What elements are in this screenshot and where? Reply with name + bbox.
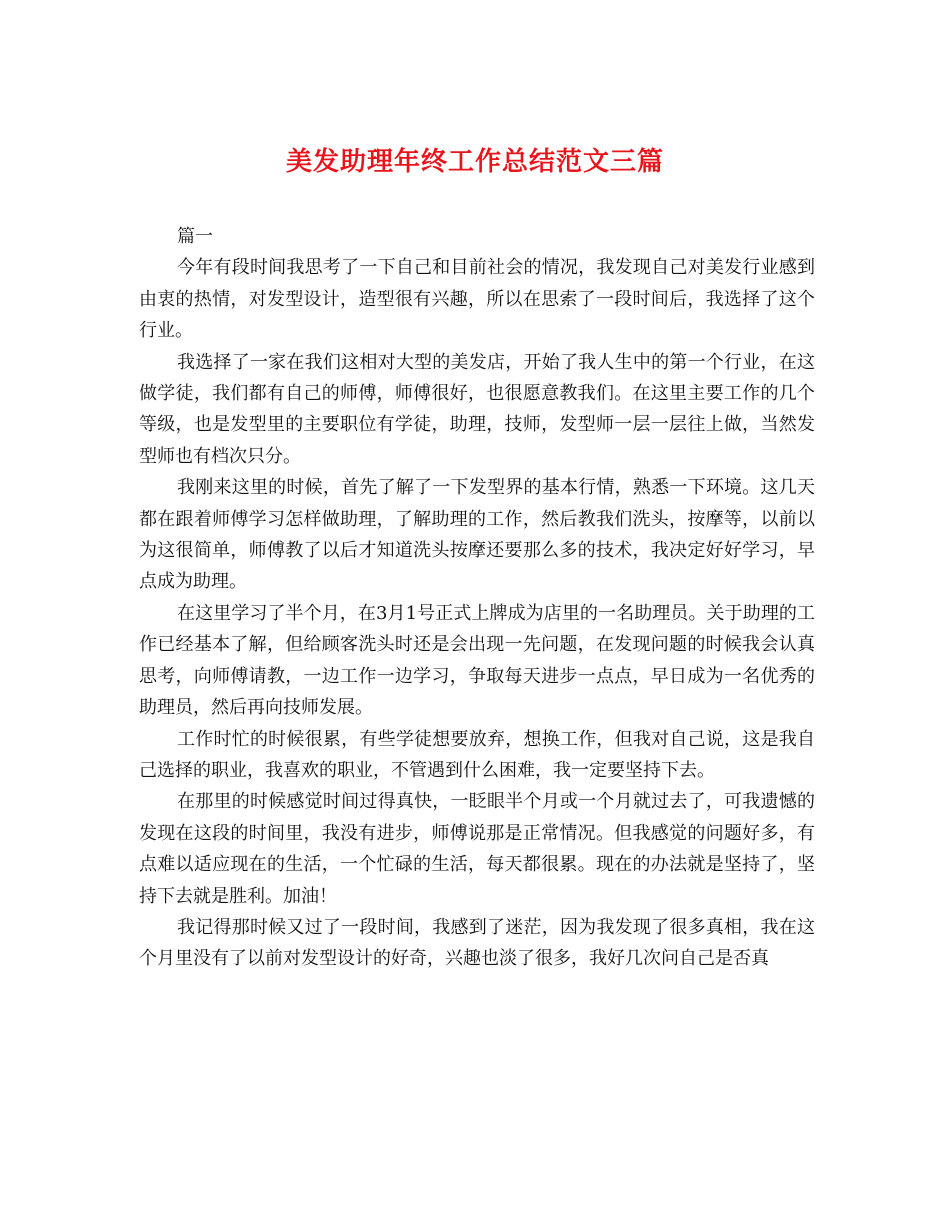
paragraph: 我刚来这里的时候，首先了解了一下发型界的基本行情，熟悉一下环境。这几天都在跟着师傅学习怎样做助理，了解助理的工作，然后教我们洗头，按摩等，以前以为这很简单，师傅教了以后才知道洗头按摩还要那么多的技术，我决定好好学习，早点成为助理。	[139, 477, 815, 593]
document-title: 美发助理年终工作总结范文三篇	[285, 147, 664, 177]
paragraph: 今年有段时间我思考了一下自己和目前社会的情况，我发现自己对美发行业感到由衷的热情，对发型设计，造型很有兴趣，所以在思索了一段时间后，我选择了这个行业。	[139, 257, 815, 342]
paragraph: 在这里学习了半个月，在3月1号正式上牌成为店里的一名助理员。关于助理的工作已经基本了解，但给顾客洗头时还是会出现一先问题，在发现问题的时候我会认真思考，向师傅请教，一边工作一边学习，争取每天进步一点点，早日成为一名优秀的助理员，然后再向技师发展。	[139, 602, 815, 719]
paragraph: 我选择了一家在我们这相对大型的美发店，开始了我人生中的第一个行业，在这做学徒，我们都有自己的师傅，师傅很好，也很愿意教我们。在这里主要工作的几个等级，也是发型里的主要职位有学徒，助理，技师，发型师一层一层往上做，当然发型师也有档次只分。	[139, 351, 815, 467]
section-label: 篇一	[177, 226, 213, 247]
paragraph: 我记得那时候又过了一段时间，我感到了迷茫，因为我发现了很多真相，我在这个月里没有了以前对发型设计的好奇，兴趣也淡了很多，我好几次问自己是否真	[139, 916, 815, 970]
paragraph: 工作时忙的时候很累，有些学徒想要放弃，想换工作，但我对自己说，这是我自己选择的职业，我喜欢的职业，不管遇到什么困难，我一定要坚持下去。	[139, 728, 815, 781]
document-body	[139, 221, 815, 975]
paragraph: 在那里的时候感觉时间过得真快，一眨眼半个月或一个月就过去了，可我遗憾的发现在这段的时间里，我没有进步，师傅说那是正常情况。但我感觉的问题好多，有点难以适应现在的生活，一个忙碌的生活，每天都很累。现在的办法就是坚持了，坚持下去就是胜利。加油！	[139, 791, 815, 907]
